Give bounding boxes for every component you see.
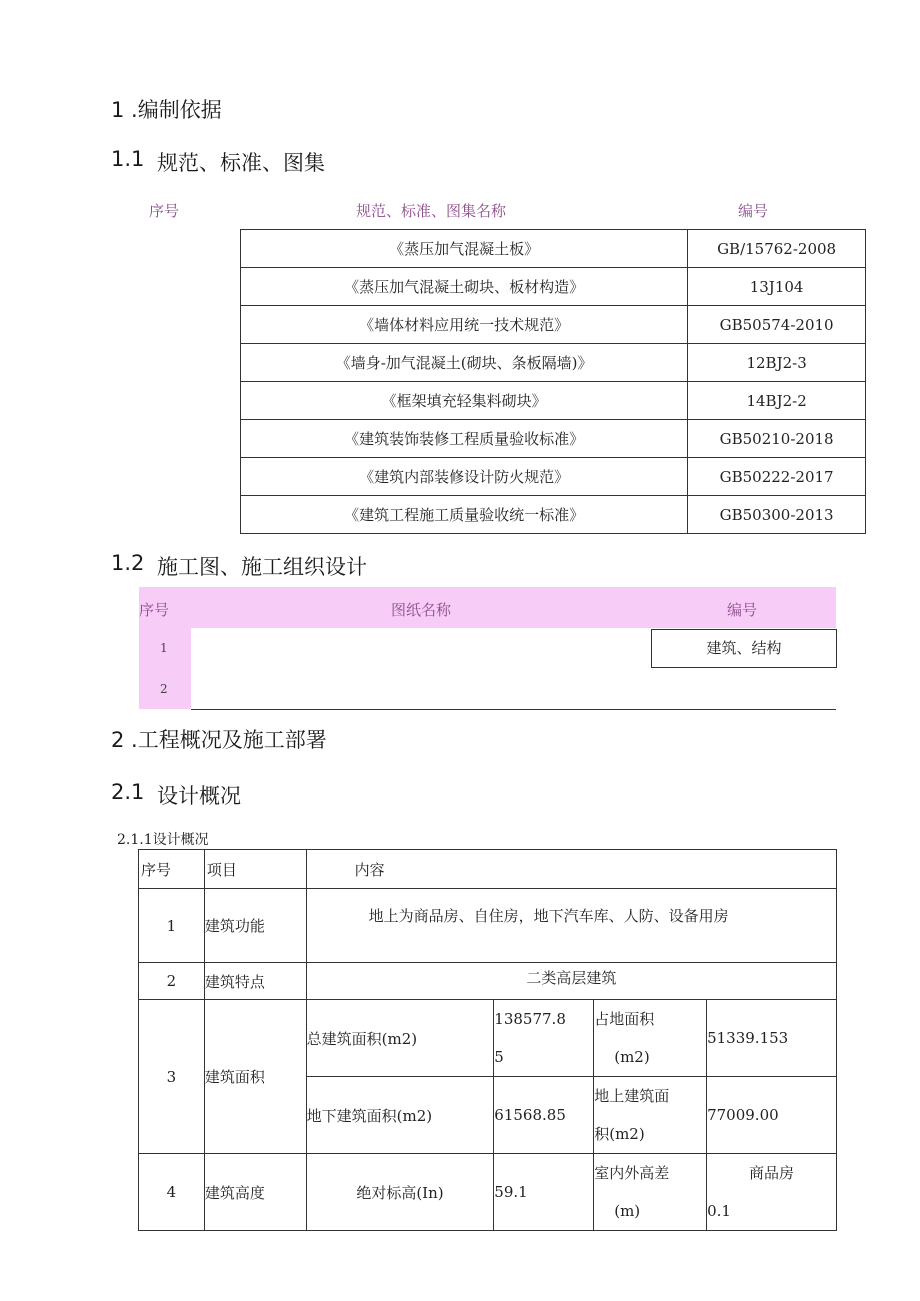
standard-name: 《框架填充轻集料砌块》 xyxy=(241,382,688,420)
drawings-row-code: 建筑、结构 xyxy=(651,629,837,668)
design-header-index: 序号 xyxy=(139,850,205,889)
drawings-bottom-rule xyxy=(191,709,836,710)
absolute-elevation-value: 59.1 xyxy=(494,1154,594,1231)
standard-code: 12BJ2-3 xyxy=(688,344,866,382)
table-row xyxy=(241,420,866,458)
design-row-index: 1 xyxy=(139,889,205,963)
design-row-index: 3 xyxy=(139,1000,205,1154)
standard-name: 《蒸压加气混凝土砌块、板材构造》 xyxy=(241,268,688,306)
standard-name: 《墙身-加气混凝土(砌块、条板隔墙)》 xyxy=(241,344,688,382)
drawings-header-code: 编号 xyxy=(727,601,758,619)
section-2-1-number: 2.1 xyxy=(111,780,145,804)
underground-area-label: 地下建筑面积(m2) xyxy=(306,1077,494,1154)
total-area-value-line2: 5 xyxy=(494,1048,504,1066)
design-row-item: 建筑面积 xyxy=(204,1000,306,1154)
total-area-value-line1: 138577.8 xyxy=(494,1010,566,1028)
standards-header-index: 序号 xyxy=(149,202,180,220)
table-row xyxy=(241,458,866,496)
section-2-title: 2 .工程概况及施工部署 xyxy=(111,728,327,752)
table-row xyxy=(241,344,866,382)
site-area-label xyxy=(594,1000,707,1077)
site-area-value: 51339.153 xyxy=(707,1000,837,1077)
standards-header-name: 规范、标准、图集名称 xyxy=(356,202,507,220)
section-1-1-number: 1.1 xyxy=(111,147,145,171)
standard-name: 《建筑装饰装修工程质量验收标准》 xyxy=(241,420,688,458)
site-area-label-line2: (m2) xyxy=(614,1048,650,1066)
design-row-item: 建筑功能 xyxy=(204,889,306,963)
design-header-item: 项目 xyxy=(204,850,306,889)
section-1-1-title: 规范、标准、图集 xyxy=(157,151,325,175)
standard-name: 《蒸压加气混凝土板》 xyxy=(241,230,688,268)
height-difference-label-line2: (m) xyxy=(614,1202,641,1220)
standard-code: GB50300-2013 xyxy=(688,496,866,534)
standard-code: GB50574-2010 xyxy=(688,306,866,344)
standard-name: 《墙体材料应用统一技术规范》 xyxy=(241,306,688,344)
table-row xyxy=(139,963,837,1000)
standard-code: 14BJ2-2 xyxy=(688,382,866,420)
standard-code: GB/15762-2008 xyxy=(688,230,866,268)
standard-name: 《建筑工程施工质量验收统一标准》 xyxy=(241,496,688,534)
design-row-item: 建筑高度 xyxy=(204,1154,306,1231)
table-row xyxy=(241,496,866,534)
aboveground-area-label-line1: 地上建筑面 xyxy=(594,1087,670,1105)
table-row xyxy=(139,850,837,889)
site-area-label-line1: 占地面积 xyxy=(594,1010,655,1028)
height-difference-label-line1: 室内外高差 xyxy=(594,1164,670,1182)
table-row xyxy=(241,230,866,268)
standard-name: 《建筑内部装修设计防火规范》 xyxy=(241,458,688,496)
section-2-1-title: 设计概况 xyxy=(157,784,241,808)
section-1-title: 1 .编制依据 xyxy=(111,98,222,122)
underground-area-value: 61568.85 xyxy=(494,1077,594,1154)
table-row xyxy=(241,306,866,344)
commercial-housing-label: 商品房 xyxy=(749,1164,795,1182)
table-row xyxy=(139,889,837,963)
design-overview-table xyxy=(138,849,837,1231)
design-row-content: 二类高层建筑 xyxy=(306,963,836,1000)
design-row-item: 建筑特点 xyxy=(204,963,306,1000)
design-row-index: 2 xyxy=(139,963,205,1000)
aboveground-area-label-line2: 积(m2) xyxy=(594,1125,645,1143)
height-difference-value xyxy=(707,1154,837,1231)
absolute-elevation-label: 绝对标高(In) xyxy=(306,1154,494,1231)
drawings-header-index: 序号 xyxy=(139,601,170,619)
total-area-value xyxy=(494,1000,594,1077)
table-row xyxy=(139,1154,837,1231)
aboveground-area-label xyxy=(594,1077,707,1154)
design-row-content: 地上为商品房、自住房，地下汽车库、人防、设备用房 xyxy=(306,889,836,963)
design-header-content: 内容 xyxy=(306,850,836,889)
section-2-1-1-title: 2.1.1设计概况 xyxy=(117,832,209,848)
table-row xyxy=(241,268,866,306)
design-row-index: 4 xyxy=(139,1154,205,1231)
drawings-header-name: 图纸名称 xyxy=(391,601,452,619)
section-1-2-number: 1.2 xyxy=(111,551,145,575)
table-row xyxy=(241,382,866,420)
height-difference-label xyxy=(594,1154,707,1231)
drawings-row-index: 1 xyxy=(160,641,168,655)
standard-code: GB50210-2018 xyxy=(688,420,866,458)
standard-code: GB50222-2017 xyxy=(688,458,866,496)
total-area-label: 总建筑面积(m2) xyxy=(306,1000,494,1077)
aboveground-area-value: 77009.00 xyxy=(707,1077,837,1154)
section-1-2-title: 施工图、施工组织设计 xyxy=(157,555,367,579)
table-row xyxy=(139,1000,837,1077)
standard-code: 13J104 xyxy=(688,268,866,306)
drawings-row-index: 2 xyxy=(160,682,168,696)
standards-header-code: 编号 xyxy=(738,202,769,220)
commercial-housing-value: 0.1 xyxy=(707,1202,731,1220)
standards-table xyxy=(240,229,866,534)
